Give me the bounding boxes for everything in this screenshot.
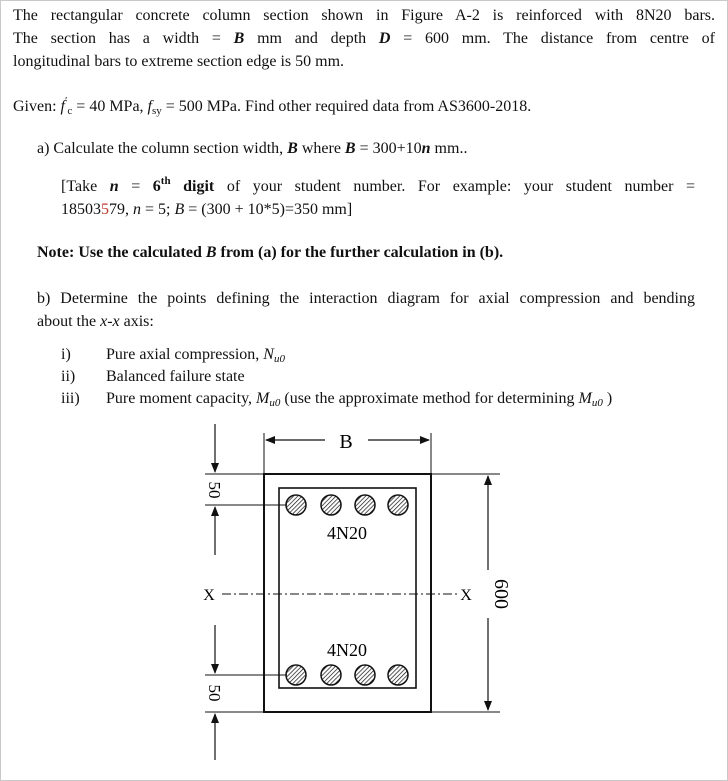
intro-line-3: longitudinal bars to extreme section edge is 50 mm. <box>13 53 345 70</box>
note: Note: Use the calculated B from (a) for the further calculation in (b). <box>37 244 504 261</box>
bottom-cover-label: 50 <box>205 684 224 702</box>
take-line-1: [Take n = 6th digit of your student number. For example: your student number = <box>61 175 696 195</box>
bottom-cover-dimension <box>205 625 287 760</box>
rebar <box>286 495 306 515</box>
list-item: iii) Pure moment capacity, $M_{u0}$ (use the approximate method for determining $M_{u0}$ ) <box>61 390 613 409</box>
width-label: B <box>339 431 353 453</box>
top-bars <box>286 495 408 515</box>
top-bars-label: 4N20 <box>327 523 367 543</box>
depth-label: 600 <box>490 579 512 609</box>
question-a: a) Calculate the column section width, B where B = 300+10n mm.. <box>37 140 468 157</box>
rebar <box>355 665 375 685</box>
top-cover-dimension <box>205 424 287 555</box>
list-item: i) Pure axial compression, $N_{u0}$ <box>61 346 285 365</box>
question-b-line-2: about the x-x axis: <box>37 313 154 330</box>
rebar <box>388 495 408 515</box>
rebar <box>286 665 306 685</box>
question-b-line-1: b) Determine the points defining the interaction diagram for axial compression and bending <box>37 290 695 307</box>
bottom-bars <box>286 665 408 685</box>
top-cover-label: 50 <box>205 481 224 499</box>
rebar <box>321 665 341 685</box>
width-dimension <box>264 431 431 475</box>
axis-label-right: X <box>460 587 472 604</box>
take-line-2: 18503579, n = 5; B = (300 + 10*5)=350 mm] <box>61 201 353 218</box>
rebar <box>355 495 375 515</box>
highlighted-digit: 5 <box>101 201 109 218</box>
list-item: ii) Balanced failure state <box>61 368 245 385</box>
axis-label-left: X <box>203 587 215 604</box>
intro-line-2: The section has a width = B mm and depth D = 600 mm. The distance from centre of <box>13 30 715 47</box>
rebar <box>388 665 408 685</box>
intro-line-1: The rectangular concrete column section shown in Figure A-2 is reinforced with 8N20 bars. <box>13 7 715 24</box>
given-data: Given: $f'_c = 40$ MPa, $f_{sy} = 500$ MPa. Find other required data from AS3600-2018. <box>13 95 532 117</box>
rebar <box>321 495 341 515</box>
bottom-bars-label: 4N20 <box>327 640 367 660</box>
